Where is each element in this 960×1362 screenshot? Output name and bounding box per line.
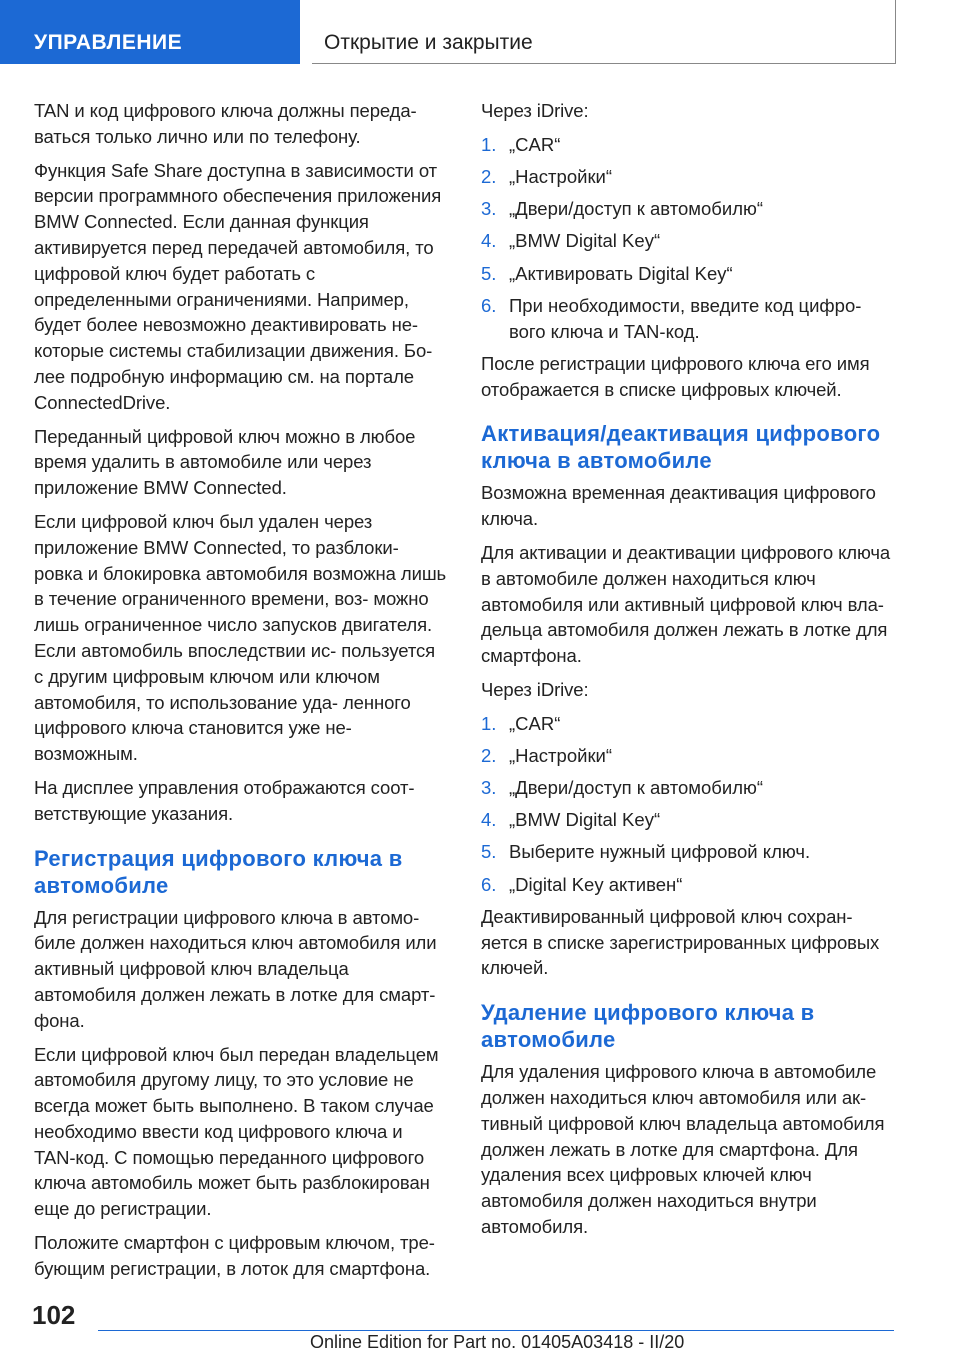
via-idrive-label: Через iDrive: (481, 678, 589, 700)
paragraph-safe-share: Функция Safe Share доступна в зависимости от версии программного обеспечения приложения BMW Connected. Если данная функция активируется перед передачей автомобиля, то цифровой ключ будет работать с определенными ограничениями. Например, будет более невозможно деактивировать не- которые системы стабилизации движения. Бо- лее подробную информацию см. на портале ConnectedDrive. (34, 159, 442, 413)
footer-edition: Online Edition for Part no. 01405A03418 - II/20 (310, 1332, 685, 1352)
step-number: 4. (481, 809, 497, 831)
step-text: „CAR“ (509, 133, 561, 155)
step-number: 3. (481, 198, 497, 220)
list-item (481, 807, 897, 833)
heading-activation: Активация/деактивация цифрового ключа в автомобиле (481, 421, 881, 474)
list-item (481, 743, 897, 769)
paragraph-delete-anytime: Переданный цифровой ключ можно в любое время удалить в автомобиле или через приложение BMW Connected. (34, 425, 416, 499)
step-text: „CAR“ (509, 712, 561, 734)
left-column (34, 98, 448, 1290)
heading-registration: Регистрация цифрового ключа в автомобиле (34, 845, 403, 898)
step-text: Выберите нужный цифровой ключ. (509, 841, 811, 863)
chapter-title: Открытие и закрытие (312, 0, 896, 64)
paragraph-place-smartphone: Положите смартфон с цифровым ключом, тре- бующим регистрации, в лоток для смартфона. (34, 1232, 435, 1279)
paragraph-display-notes: На дисплее управления отображаются соот- ветствующие указания. (34, 776, 415, 824)
paragraph-activation-conditions: Для активации и деактивации цифрового ключа в автомобиле должен находиться ключ автомобиля или активный цифровой ключ вла- дельца автомобиля должен лежать в лотке для смартфона. (481, 541, 891, 667)
list-item (481, 261, 897, 287)
step-text: „Активировать Digital Key“ (509, 262, 733, 284)
list-item (481, 293, 897, 345)
page-number: 102 (32, 1300, 76, 1330)
step-number: 2. (481, 165, 497, 187)
step-text: „Двери/доступ к автомобилю“ (509, 198, 764, 220)
paragraph-deletion: Для удаления цифрового ключа в автомобиле должен находиться ключ автомобиля или ак- тивный цифровой ключ владельца автомобиля должен лежать в лотке для смартфона. Для удаления всех цифровых ключей ключ автомобиля должен находиться внутри автомобиля. (481, 1061, 885, 1237)
step-number: 6. (481, 294, 497, 316)
step-number: 1. (481, 712, 497, 734)
step-number: 6. (481, 873, 497, 895)
paragraph-tan-transfer: TAN и код цифрового ключа должны переда- ваться только лично или по телефону. (34, 100, 417, 147)
paragraph-transferred-key: Если цифровой ключ был передан владельцем автомобиля другому лицу, то это условие не всегда может быть выполнено. В таком случае необходимо ввести код цифрового ключа и TAN-код. С помощью переданного цифрового ключа автомобиль может быть разблокирован еще до регистрации. (34, 1043, 439, 1220)
heading-deletion: Удаление цифрового ключа в автомобиле (481, 1000, 815, 1053)
right-column (481, 98, 897, 1248)
paragraph-deleted-key: Если цифровой ключ был удален через приложение BMW Connected, то разблоки- ровка и блокировка автомобиля возможна лишь в течение ограниченного времени, воз- можно лишь ограниченное число запусков двигателя. Если автомобиль впоследствии ис- пользуется с другим цифровым ключом или ключом автомобиля, то использование уда- ленного цифрового ключа становится уже не- возможным. (34, 510, 447, 765)
step-text: „BMW Digital Key“ (509, 809, 661, 831)
paragraph-temporary-deactivation: Возможна временная деактивация цифрового ключа. (481, 482, 876, 530)
paragraph-after-registration: После регистрации цифрового ключа его имя отображается в списке цифровых ключей. (481, 352, 870, 400)
step-text: При необходимости, введите код цифро- вого ключа и TAN-код. (509, 294, 862, 342)
list-item (481, 872, 897, 898)
step-number: 5. (481, 262, 497, 284)
list-item (481, 228, 897, 254)
step-number: 5. (481, 841, 497, 863)
step-text: „Двери/доступ к автомобилю“ (509, 777, 764, 799)
step-text: „BMW Digital Key“ (509, 230, 661, 252)
list-item (481, 164, 897, 190)
list-item (481, 132, 897, 158)
step-text: „Настройки“ (509, 165, 613, 187)
list-item (481, 775, 897, 801)
step-text: „Настройки“ (509, 744, 613, 766)
step-text: „Digital Key активен“ (509, 873, 683, 895)
section-tab: УПРАВЛЕНИЕ (0, 0, 300, 64)
step-number: 4. (481, 230, 497, 252)
step-number: 2. (481, 744, 497, 766)
step-number: 1. (481, 133, 497, 155)
via-idrive-label: Через iDrive: (481, 100, 589, 121)
step-number: 3. (481, 777, 497, 799)
list-item (481, 196, 897, 222)
page-header (0, 0, 960, 66)
list-item (481, 711, 897, 737)
activation-steps (481, 711, 897, 898)
paragraph-deactivated-key: Деактивированный цифровой ключ сохран- яется в списке зарегистрированных цифровых ключей. (481, 905, 880, 979)
list-item (481, 839, 897, 865)
paragraph-registration-conditions: Для регистрации цифрового ключа в автомо- биле должен находиться ключ автомобиля или активный цифровой ключ владельца автомобиля должен лежать в лотке для смарт- фона. (34, 906, 437, 1031)
registration-steps (481, 132, 897, 345)
